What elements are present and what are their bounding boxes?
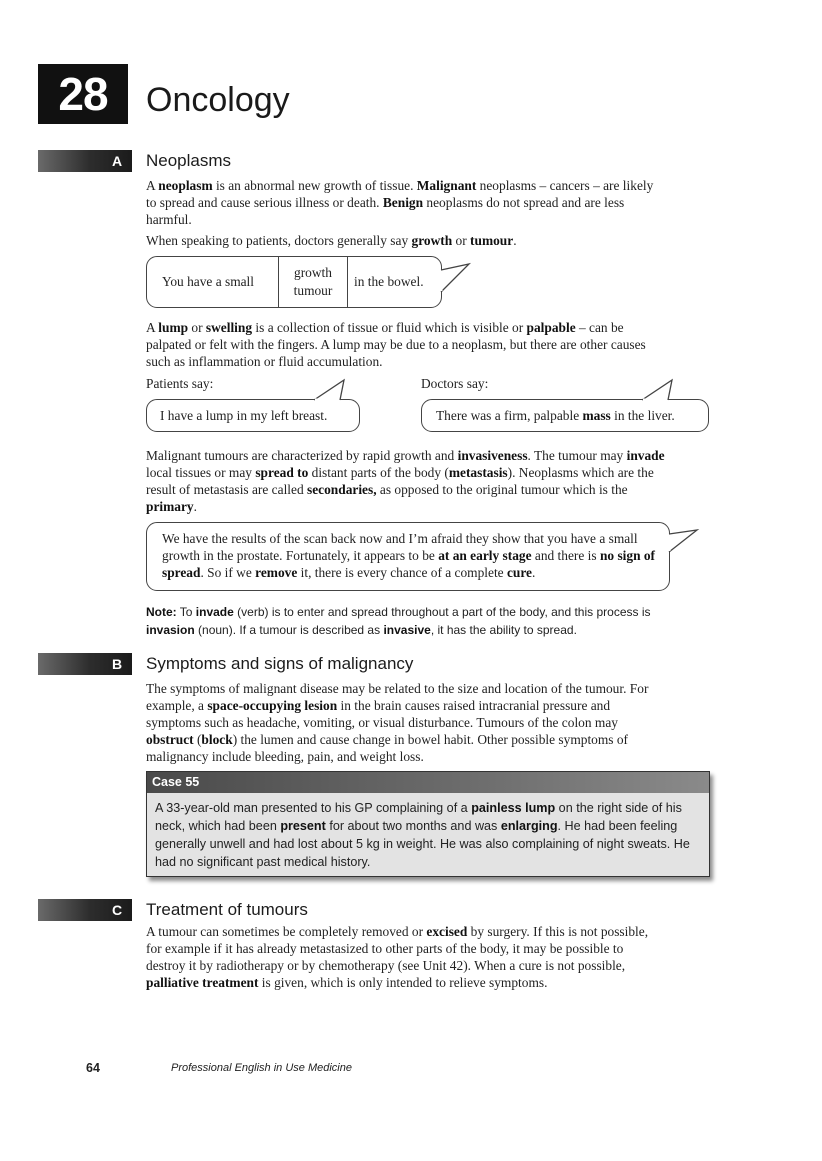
bold-term: remove (255, 565, 298, 580)
patient-quote: I have a lump in my left breast. (160, 408, 328, 423)
bold-term: painless lump (471, 801, 556, 815)
section-a-letter: A (111, 153, 123, 169)
malignant-tumours-paragraph: Malignant tumours are characterized by rapid growth and invasiveness. The tumour may invade local tissues or may spread to distant parts of the body (metastasis). Neoplasms which are the result of metastasis are called secondaries, as opposed to the original tumour which is the primary. (146, 448, 665, 514)
bold-term: cure (506, 565, 533, 580)
scan-bubble-tail (668, 528, 700, 558)
neoplasm-definition: A neoplasm is an abnormal new growth of tissue. Malignant neoplasms – cancers – are likely to spread and cause serious illness or death. Benign neoplasms do not spread and are less harmful. (146, 178, 654, 227)
growth-tumour-bubble (146, 256, 442, 308)
patients-say-label: Patients say: (146, 376, 214, 391)
bold-term: invade (195, 605, 234, 619)
bold-term: Note: (146, 605, 177, 619)
bold-term: palpable (526, 320, 576, 335)
bold-term: metastasis (448, 465, 508, 480)
case-study-box (146, 771, 710, 877)
section-b-letter: B (111, 656, 123, 672)
bold-term: primary (146, 499, 194, 514)
section-b-title: Symptoms and signs of malignancy (146, 654, 414, 673)
case-title: Case 55 (147, 772, 709, 793)
book-title: Professional English in Use Medicine (171, 1062, 352, 1074)
case-description: A 33-year-old man presented to his GP complaining of a painless lump on the right side of his neck, which had been present for about two months and was enlarging. He had been feeling generally unwell and had lost about 5 kg in weight. He was also complaining of night sweats. He had no significant past medical history. (155, 801, 690, 869)
scan-results-bubble (146, 522, 670, 591)
bold-term: palliative treatment (146, 975, 259, 990)
bold-term: secondaries, (307, 482, 377, 497)
bubble-phrase-start: You have a small (162, 274, 254, 289)
bold-term: invade (626, 448, 665, 463)
unit-number: 28 (38, 64, 128, 124)
speaking-to-patients: When speaking to patients, doctors generally say growth or tumour. (146, 233, 517, 248)
bold-term: growth (411, 233, 453, 248)
bold-term: neoplasm (158, 178, 213, 193)
invade-note: Note: To invade (verb) is to enter and spread throughout a part of the body, and this process is invasion (noun). If a tumour is described as invasive, it has the ability to spread. (146, 605, 651, 637)
bold-term: invasiveness (457, 448, 528, 463)
bold-term: at an early stage (438, 548, 532, 563)
bold-term: spread to (255, 465, 309, 480)
bold-term: obstruct (146, 732, 194, 747)
section-b-marker (38, 653, 132, 675)
bold-term: tumour (470, 233, 514, 248)
bold-term: Benign (382, 195, 424, 210)
bubble-phrase-end: in the bowel. (354, 274, 424, 289)
choice-growth: growth (294, 265, 332, 280)
section-a-marker (38, 150, 132, 172)
bubble-tail (440, 262, 472, 298)
section-c-title: Treatment of tumours (146, 900, 308, 919)
bold-term: invasive (383, 623, 431, 637)
bold-term: no sign of spread (162, 548, 656, 580)
bold-term: present (280, 819, 326, 833)
section-c-letter: C (111, 902, 123, 918)
bold-term: block (201, 732, 233, 747)
bold-term: mass (582, 408, 611, 423)
bold-term: excised (426, 924, 468, 939)
lump-definition: A lump or swelling is a collection of tissue or fluid which is visible or palpable – can be palpated or felt with the fingers. A lump may be due to a neoplasm, but there are other causes such as inflammation or fluid accumulation. (146, 320, 646, 369)
bold-term: Malignant (416, 178, 477, 193)
doctor-bubble-tail (640, 378, 676, 404)
section-a-title: Neoplasms (146, 151, 232, 170)
word-choice-table (278, 257, 348, 307)
section-c-marker (38, 899, 132, 921)
bold-term: swelling (205, 320, 253, 335)
doctor-quote: There was a firm, palpable mass in the liver. (436, 408, 675, 423)
doctors-say-label: Doctors say: (421, 376, 489, 391)
malignancy-symptoms-paragraph: The symptoms of malignant disease may be related to the size and location of the tumour. For example, a space-occupying lesion in the brain causes raised intracranial pressure and symptoms such as headache, vomiting, or visual disturbance. Tumours of the colon may obstruct (block) the lumen and cause change in bowel habit. Other possible symptoms of malignancy include bleeding, pain, and weight loss. (146, 681, 649, 764)
bold-term: enlarging (500, 819, 558, 833)
bold-term: invasion (146, 623, 195, 637)
unit-title: Oncology (146, 81, 290, 119)
scan-results-quote: We have the results of the scan back now and I’m afraid they show that you have a small growth in the prostate. Fortunately, it appears to be at an early stage and there is no sign of spread. So if we remove it, there is every chance of a complete cure. (162, 531, 656, 580)
bold-term: space-occupying lesion (207, 698, 338, 713)
patient-bubble-tail (312, 378, 348, 404)
choice-tumour: tumour (293, 283, 333, 298)
treatment-paragraph: A tumour can sometimes be completely removed or excised by surgery. If this is not possible, for example if it has already metastasized to other parts of the body, it may be possible to destroy it by radiotherapy or by chemotherapy (see Unit 42). When a cure is not possible, palliative treatment is given, which is only intended to relieve symptoms. (146, 924, 649, 990)
page-number: 64 (86, 1061, 100, 1075)
bold-term: lump (158, 320, 189, 335)
